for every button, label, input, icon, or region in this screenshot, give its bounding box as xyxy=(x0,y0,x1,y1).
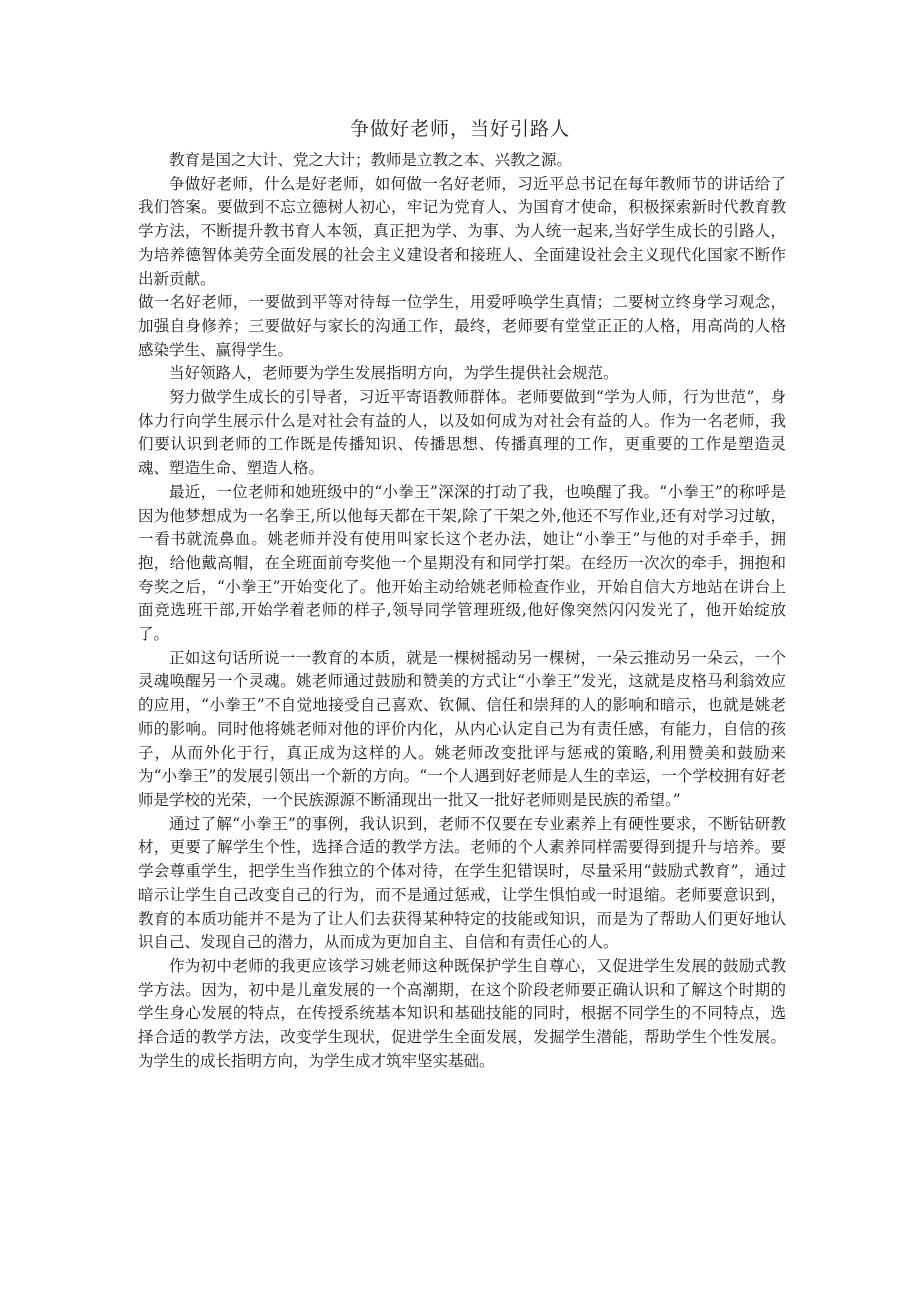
document-title: 争做好老师，当好引路人 xyxy=(349,118,570,140)
paragraph-4: 当好领路人，老师要为学生发展指明方向，为学生提供社会规范。 xyxy=(169,364,619,383)
paragraph-7: 正如这句话所说一一教育的本质，就是一棵树摇动另一棵树，一朵云推动另一朵云，一个灵魂唤醒另一个灵魂。姚老师通过鼓励和赞美的方式让“小拳王”发光，这就是皮格马利翁效应的应用，“小拳王”不自觉地接受自己喜欢、钦佩、信任和崇拜的人的影响和暗示，也就是姚老师的影响。同时他将姚老师对他的评价内化，从内心认定自己为有责任感，有能力，自信的孩子，从而外化于行，真正成为这样的人。姚老师改变批评与惩戒的策略,利用赞美和鼓励来为“小拳王”的发展引领出一个新的方向。“一个人遇到好老师是人生的幸运，一个学校拥有好老师是学校的光荣，一个民族源源不断涌现出一批又一批好老师则是民族的希望。” xyxy=(138,648,786,809)
paragraph-2: 争做好老师，什么是好老师，如何做一名好老师，习近平总书记在每年教师节的讲话给了我们答案。要做到不忘立德树人初心，牢记为党育人、为国育才使命，积极探索新时代教育教学方法，不断提升教书育人本领，真正把为学、为事、为人统一起来,当好学生成长的引路人，为培养德智体美劳全面发展的社会主义建设者和接班人、全面建设社会主义现代化国家不断作出新贡献。 xyxy=(138,174,786,288)
paragraph-8: 通过了解“小拳王”的事例，我认识到，老师不仅要在专业素养上有硬性要求，不断钻研教材，更要了解学生个性，选择合适的教学方法。老师的个人素养同样需要得到提升与培养。要学会尊重学生，把学生当作独立的个体对待，在学生犯错误时，尽量采用“鼓励式教育”，通过暗示让学生自己改变自己的行为，而不是通过惩戒，让学生惧怕或一时退缩。老师要意识到，教育的本质功能并不是为了让人们去获得某种特定的技能或知识，而是为了帮助人们更好地认识自己、发现自己的潜力，从而成为更加自主、自信和有责任心的人。 xyxy=(138,814,786,952)
paragraph-1: 教育是国之大计、党之大计；教师是立教之本、兴教之源。 xyxy=(169,151,573,169)
paragraph-3: 做一名好老师，一要做到平等对待每一位学生，用爱呼唤学生真情；二要树立终身学习观念，加强自身修养；三要做好与家长的沟通工作，最终，老师要有堂堂正正的人格，用高尚的人格感染学生、赢得学生。 xyxy=(138,293,786,359)
document-body xyxy=(138,149,786,1073)
paragraph-5: 努力做学生成长的引导者，习近平寄语教师群体。老师要做到“学为人师，行为世范”，身体力行向学生展示什么是对社会有益的人，以及如何成为对社会有益的人。作为一名老师，我们要认识到老师的工作既是传播知识、传播思想、传播真理的工作，更重要的工作是塑造灵魂、塑造生命、塑造人格。 xyxy=(138,388,786,478)
paragraph-9: 作为初中老师的我更应该学习姚老师这种既保护学生自尊心，又促进学生发展的鼓励式教学方法。因为，初中是儿童发展的一个高潮期，在这个阶段老师要正确认识和了解这个时期的学生身心发展的特点，在传授系统基本知识和基础技能的同时，根据不同学生的不同特点，选择合适的教学方法，改变学生现状，促进学生全面发展，发掘学生潜能，帮助学生个性发展。为学生的成长指明方向，为学生成才筑牢坚实基础。 xyxy=(138,956,786,1070)
paragraph-6: 最近，一位老师和她班级中的“小拳王”深深的打动了我，也唤醒了我。“小拳王”的称呼是因为他梦想成为一名拳王,所以他每天都在干架,除了干架之外,他还不写作业,还有对学习过敏，一看书就流鼻血。姚老师并没有使用叫家长这个老办法，她让“小拳王”与他的对手牵手，拥抱，给他戴高帽，在全班面前夸奖他一个星期没有和同学打架。在经历一次次的牵手，拥抱和夸奖之后，“小拳王”开始变化了。他开始主动给姚老师检查作业，开始自信大方地站在讲台上面竞选班干部,开始学着老师的样子,领导同学管理班级,他好像突然闪闪发光了，他开始绽放了。 xyxy=(138,482,786,644)
